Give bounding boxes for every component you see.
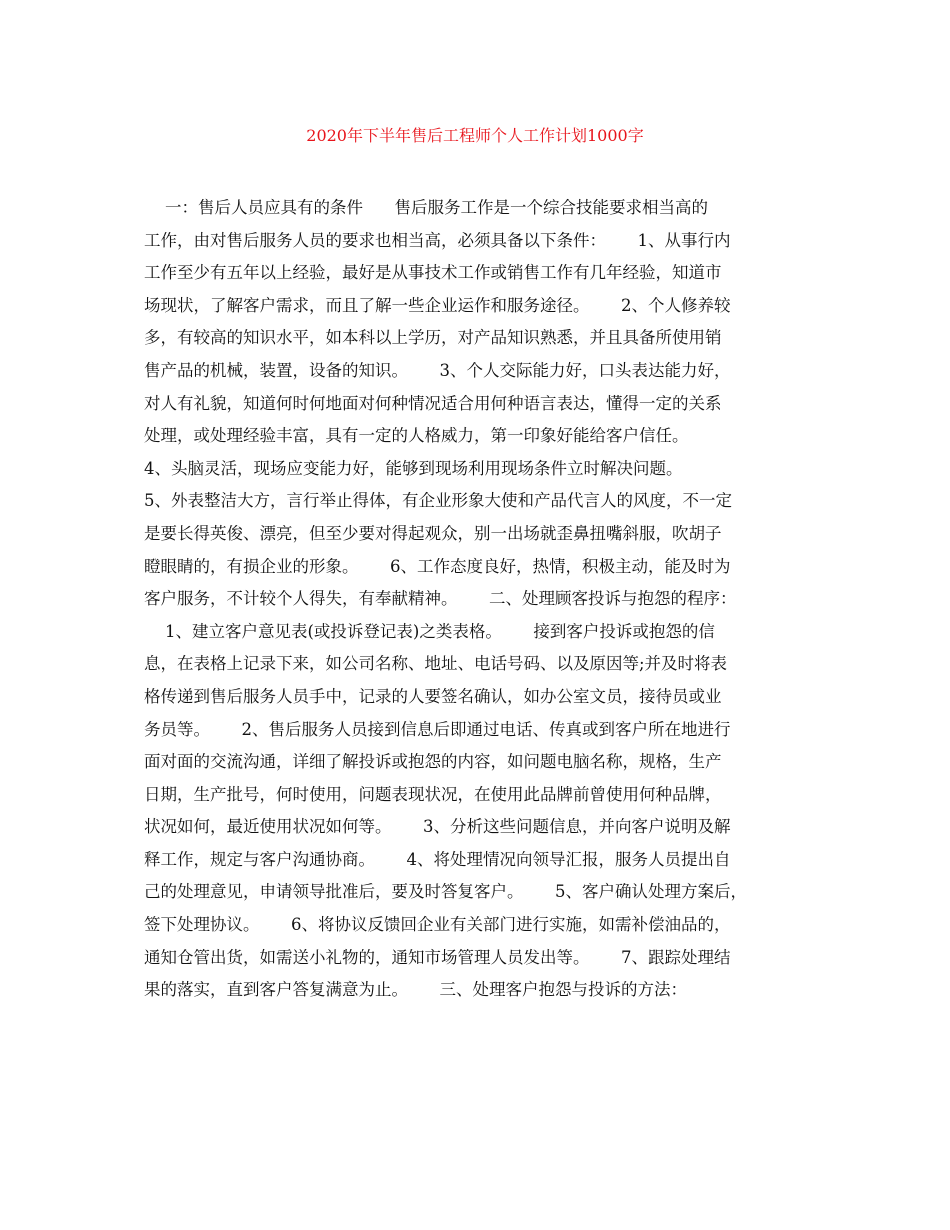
body-line: 是要长得英俊、漂亮，但至少要对得起观众，别一出场就歪鼻扭嘴斜服，吹胡子 — [144, 523, 722, 543]
body-line: 工作至少有五年以上经验，最好是从事技术工作或销售工作有几年经验，知道市 — [144, 263, 722, 283]
body-line: 面对面的交流沟通，详细了解投诉或抱怨的内容，如问题电脑名称，规格，生产 — [144, 752, 722, 772]
body-line: 日期，生产批号，何时使用，问题表现状况，在使用此品牌前曾使用何种品牌， — [144, 784, 722, 804]
body-line: 释工作，规定与客户沟通协商。 4、将处理情况向领导汇报，服务人员提出自 — [144, 849, 731, 869]
body-line: 签下处理协议。 6、将协议反馈回企业有关部门进行实施，如需补偿油品的， — [144, 915, 731, 935]
body-line: 场现状，了解客户需求，而且了解一些企业运作和服务途径。 2、个人修养较 — [144, 295, 731, 315]
body-line: 果的落实，直到客户答复满意为止。 三、处理客户抱怨与投诉的方法： — [144, 980, 687, 1000]
body-line: 瞪眼睛的，有损企业的形象。 6、工作态度良好，热情，积极主动，能及时为 — [144, 556, 731, 576]
document-body — [144, 192, 824, 1007]
body-line: 一：售后人员应具有的条件 售后服务工作是一个综合技能要求相当高的 — [144, 198, 708, 217]
body-line: 状况如何，最近使用状况如何等。 3、分析这些问题信息，并向客户说明及解 — [144, 817, 731, 837]
body-line: 5、外表整洁大方，言行举止得体，有企业形象大使和产品代言人的风度，不一定 — [144, 491, 732, 511]
body-line: 工作，由对售后服务人员的要求也相当高，必须具备以下条件： 1、从事行内 — [144, 230, 731, 250]
document-title: 2020年下半年售后工程师个人工作计划1000字 — [306, 126, 644, 145]
body-line: 通知仓管出货，如需送小礼物的，通知市场管理人员发出等。 7、跟踪处理结 — [144, 947, 731, 967]
body-line: 售产品的机械，装置，设备的知识。 3、个人交际能力好，口头表达能力好， — [144, 360, 731, 380]
body-line: 己的处理意见，申请领导批准后，要及时答复客户。 5、客户确认处理方案后， — [144, 882, 747, 902]
body-line: 4、头脑灵活，现场应变能力好，能够到现场利用现场条件立时解决问题。 — [144, 458, 683, 478]
body-line: 客户服务，不计较个人得失，有奉献精神。 二、处理顾客投诉与抱怨的程序： — [144, 589, 737, 609]
body-line: 务员等。 2、售后服务人员接到信息后即通过电话、传真或到客户所在地进行 — [144, 719, 731, 739]
body-line: 对人有礼貌，知道何时何地面对何种情况适合用何种语言表达，懂得一定的关系 — [144, 393, 722, 413]
body-line: 息，在表格上记录下来，如公司名称、地址、电话号码、以及原因等;并及时将表 — [144, 654, 728, 674]
body-line: 1、建立客户意见表(或投诉登记表)之类表格。 接到客户投诉或抱怨的信 — [144, 621, 715, 641]
body-line: 多，有较高的知识水平，如本科以上学历，对产品知识熟悉，并且具备所使用销 — [144, 328, 722, 348]
body-line: 格传递到售后服务人员手中，记录的人要签名确认，如办公室文员，接待员或业 — [144, 686, 722, 706]
body-line: 处理，或处理经验丰富，具有一定的人格威力，第一印象好能给客户信任。 — [144, 426, 689, 446]
